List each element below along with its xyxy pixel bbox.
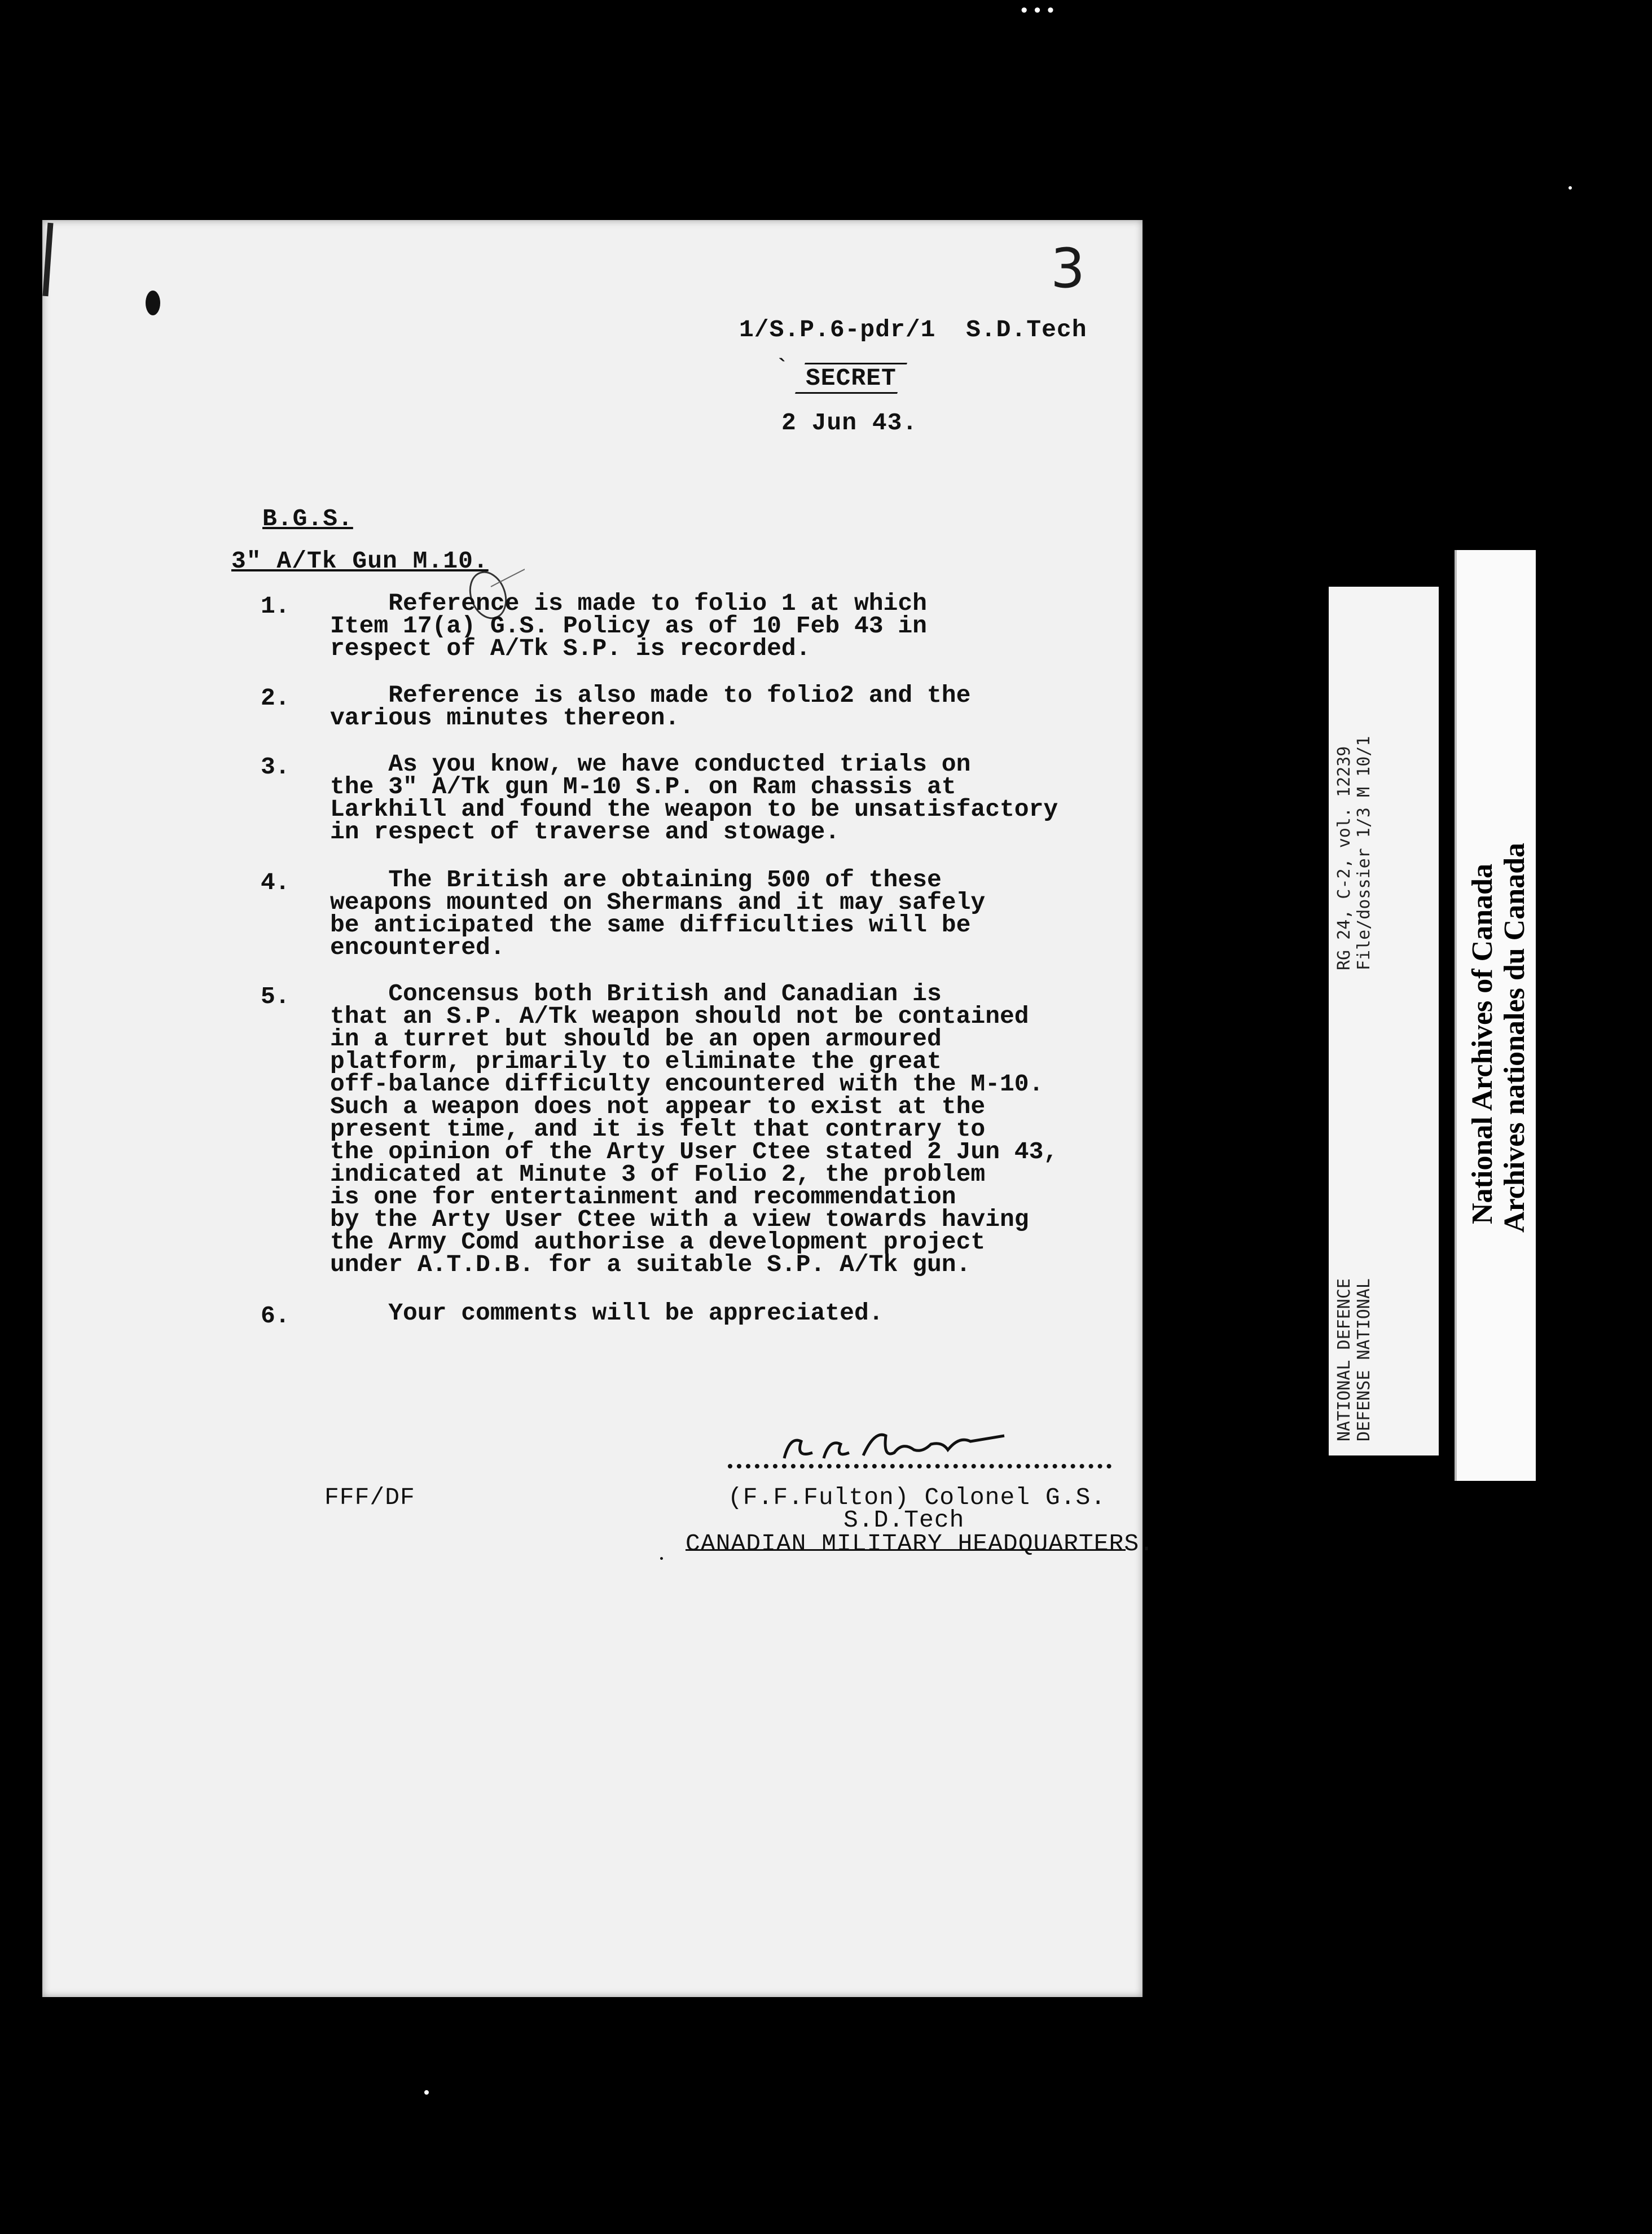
classification-text: SECRET xyxy=(806,364,897,392)
handwritten-signature xyxy=(779,1419,1016,1470)
headquarters-name: CANADIAN MILITARY HEADQUARTERS. xyxy=(686,1530,1154,1558)
paragraph-text: Concensus both British and Canadian is that an S.P. A/Tk weapon should not be contained in a turret but should be an open armoured platform, primarily to eliminate the great off-balance difficulty encountered with the M-10. Such a weapon does not appear to exist at the present time, and it is felt that contrary to the opinion of the Arty User Ctee stated 2 Jun 43, indicated at Minute 3 of Folio 2, the problem is one for entertainment and recommendation by the Arty User Ctee with a view towards having the Army Comd authorise a development project under A.T.D.B. for a suitable S.P. A/Tk gun. xyxy=(330,980,1058,1278)
scan-speck xyxy=(424,2090,429,2095)
addressee: B.G.S. xyxy=(262,505,353,533)
paragraph-text: The British are obtaining 500 of these weapons mounted on Shermans and it may safely be anticipated the same difficulties will be encountered. xyxy=(330,866,986,961)
ink-blot xyxy=(146,291,160,315)
paragraph-number: 3. xyxy=(261,753,290,781)
signatory-department: S.D.Tech xyxy=(843,1506,965,1534)
scan-speck xyxy=(660,1557,663,1560)
paragraph-text: Reference is also made to folio2 and the various minutes thereon. xyxy=(330,681,971,732)
paragraph-number: 1. xyxy=(261,592,290,620)
paragraph-text: Reference is made to folio 1 at which Item 17(a) G.S. Policy as of 10 Feb 43 in respect of A/Tk S.P. is recorded. xyxy=(330,590,927,662)
paragraph-number: 5. xyxy=(261,983,290,1010)
paragraph-number: 2. xyxy=(261,684,290,712)
archive-fonds-reference: RG 24, C-2, vol. 12239 xyxy=(1334,746,1354,970)
paragraph-text: Your comments will be appreciated. xyxy=(330,1299,884,1327)
scan-speck xyxy=(1568,186,1572,190)
more-options-icon[interactable]: ••• xyxy=(1018,1,1058,23)
signatory-name-rank: (F.F.Fulton) Colonel G.S. xyxy=(728,1484,1106,1511)
headquarters-underline xyxy=(686,1549,1126,1551)
document-date: 2 Jun 43. xyxy=(781,409,918,437)
paragraph-text: As you know, we have conducted trials on the 3" A/Tk gun M-10 S.P. on Ram chassis at Larkhill and found the weapon to be unsatisfactory in respect of traverse and stowage. xyxy=(330,750,1058,846)
reference-initials: FFF/DF xyxy=(324,1484,415,1511)
archives-name-fr: Archives nationales du Canada xyxy=(1499,842,1531,1233)
archive-department-fr: DEFENSE NATIONAL xyxy=(1354,1278,1374,1441)
file-reference: 1/S.P.6-pdr/1 S.D.Tech xyxy=(739,316,1087,344)
subject-line: 3" A/Tk Gun M.10. xyxy=(231,547,489,575)
paragraph-number: 6. xyxy=(261,1302,290,1330)
archive-department-en: NATIONAL DEFENCE xyxy=(1334,1278,1354,1441)
paragraph-number: 4. xyxy=(261,869,290,896)
archives-name-en: National Archives of Canada xyxy=(1466,864,1499,1224)
archive-file-reference: File/dossier 1/3 M 10/1 xyxy=(1354,736,1374,970)
signature-dotted-line xyxy=(728,1464,1111,1468)
tick-mark: ` xyxy=(774,355,790,385)
folio-number: 3 xyxy=(1051,237,1086,300)
classification-stamp xyxy=(795,363,907,394)
